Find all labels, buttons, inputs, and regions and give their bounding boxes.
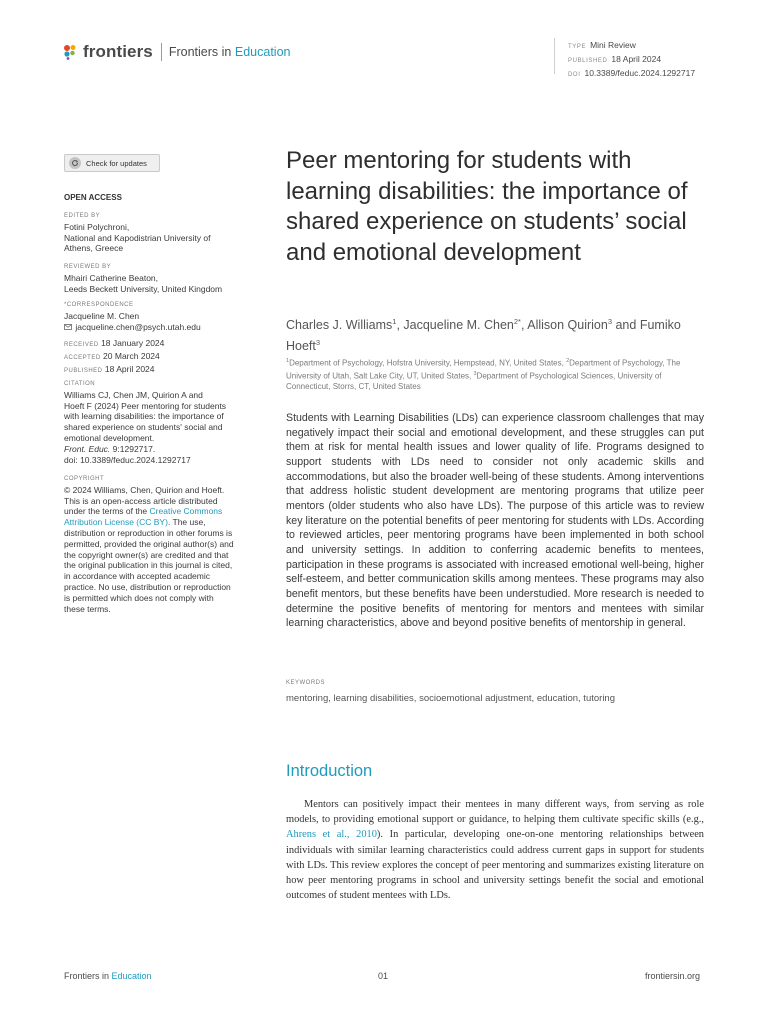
- author-name: Jacqueline M. Chen: [403, 318, 514, 333]
- citation-link[interactable]: Ahrens et al., 2010: [286, 829, 377, 841]
- author-name: Allison Quirion: [527, 318, 608, 333]
- keywords: mentoring, learning disabilities, socioemotional adjustment, education, tutoring: [286, 693, 615, 704]
- copyright-line: © 2024 Williams, Chen, Quirion and Hoeft.: [64, 484, 225, 495]
- copyright-line: This is an open-access article distributed: [64, 495, 218, 506]
- meta-type: TYPE Mini Review: [568, 40, 636, 50]
- article-meta: [568, 39, 695, 81]
- reviewer-line: Mhairi Catherine Beaton,: [64, 272, 159, 283]
- edited-by-block: [64, 211, 264, 254]
- citation-line: shared experience on students' social and: [64, 422, 223, 433]
- journal-logo[interactable]: [63, 42, 290, 62]
- affiliation: Department of Psychological Sciences, University of Connecticut, Storrs, CT, United States: [286, 371, 662, 392]
- affiliation: Department of Psychology, Hofstra University, Hempstead, NY, United States,: [289, 358, 567, 368]
- citation-doi: doi: 10.3389/feduc.2024.1292717: [64, 454, 191, 465]
- author-list: Charles J. Williams$^1$, Jacqueline M. Chen$^{2*}$, Allison Quirion$^3$ and Fumiko Hoeft$^3$: [286, 317, 681, 354]
- copyright-line: these terms.: [64, 603, 111, 614]
- cc-license-link[interactable]: Attribution License (CC BY): [64, 517, 168, 528]
- correspondence-email-row: [64, 322, 264, 333]
- logo-word: frontiers: [83, 42, 153, 61]
- copyright-line: is permitted which does not comply with: [64, 592, 214, 603]
- dates-block: [64, 338, 264, 376]
- reviewed-by-block: [64, 262, 264, 294]
- reviewed-by-label: REVIEWED BY: [64, 264, 112, 270]
- editor-line: Athens, Greece: [64, 243, 124, 254]
- affiliations: $^1$Department of Psychology, Hofstra University, Hempstead, NY, United States, $^2$Department of Psychology, The University of Utah, Salt Lake City, UT, United States, $^3$Department of Psychological Sciences, University of Connecticut, Storrs, CT, United States: [286, 358, 681, 392]
- citation-line: with learning disabilities: the importance of: [64, 411, 224, 422]
- check-for-updates-button[interactable]: [64, 154, 160, 172]
- open-access-label: OPEN ACCESS: [64, 193, 122, 202]
- author-name: Fumiko Hoeft: [286, 318, 681, 354]
- footer-journal: Frontiers in Education: [64, 971, 152, 981]
- refresh-icon: [69, 157, 81, 169]
- affiliation: Department of Psychology, The University of Utah, Salt Lake City, UT, United States,: [286, 358, 681, 381]
- check-for-updates-label: Check for updates: [86, 158, 147, 168]
- published-row: PUBLISHED 18 April 2024: [64, 363, 155, 374]
- introduction-heading: Introduction: [286, 762, 373, 780]
- citation-journal-line: Front. Educ. 9:1292717.: [64, 443, 156, 454]
- editor-line: National and Kapodistrian University of: [64, 232, 211, 243]
- correspondence-label: *CORRESPONDENCE: [64, 302, 134, 308]
- copyright-line: in accordance with accepted academic: [64, 571, 210, 582]
- correspondence-block: [64, 300, 264, 332]
- citation-block: [64, 379, 264, 465]
- copyright-line: practice. No use, distribution or reproduction: [64, 581, 231, 592]
- accepted-row: ACCEPTED 20 March 2024: [64, 350, 160, 361]
- copyright-line: the original publication in this journal is cited,: [64, 560, 233, 571]
- received-row: RECEIVED 18 January 2024: [64, 338, 165, 348]
- copyright-block: [64, 474, 264, 614]
- cc-license-link[interactable]: Creative Commons: [149, 506, 223, 517]
- copyright-line: the copyright owner(s) are credited and that: [64, 549, 229, 560]
- correspondence-name: Jacqueline M. Chen: [64, 310, 140, 321]
- copyright-line: permitted, provided the original author(s) and: [64, 538, 234, 549]
- copyright-line: distribution or reproduction in other forums is: [64, 527, 233, 538]
- page-number: 01: [378, 971, 389, 981]
- introduction-paragraph: Mentors can positively impact their mentees in many different ways, from serving as role models, to providing emotional support or guidance, to helping them cultivate specific skills (e.g., Ahrens et al., 2010). In particular, developing one-on-one mentoring relationships between individuals with similar learning characteristics could address current gaps in support for students with LDs. This review explores the concept of peer mentoring and summarizes existing literature on how peer mentoring programs in school and university settings benefit the social and emotional outcomes of student mentees with LDs.: [286, 799, 704, 902]
- footer-site-link[interactable]: frontiersin.org: [645, 971, 701, 981]
- edited-by-label: EDITED BY: [64, 213, 101, 219]
- envelope-icon: [64, 324, 72, 330]
- citation-line: Hoeft F (2024) Peer mentoring for students: [64, 400, 227, 411]
- citation-label: CITATION: [64, 381, 96, 387]
- meta-published: PUBLISHED 18 April 2024: [568, 54, 662, 64]
- copyright-line: under the terms of the Creative Commons: [64, 506, 223, 517]
- copyright-line: Attribution License (CC BY). The use,: [64, 517, 206, 528]
- citation-line: Williams CJ, Chen JM, Quirion A and: [64, 389, 203, 400]
- logo-divider: [161, 43, 162, 61]
- meta-doi: DOI 10.3389/feduc.2024.1292717: [568, 68, 696, 78]
- journal-name: Frontiers in Education: [168, 45, 291, 59]
- editor-line: Fotini Polychroni,: [64, 221, 130, 232]
- correspondence-email-link[interactable]: jacqueline.chen@psych.utah.edu: [75, 321, 201, 332]
- keywords-label: KEYWORDS: [286, 680, 326, 686]
- abstract: Students with Learning Disabilities (LDs) can experience classroom challenges that may negatively impact their social and emotional development, and these struggles can put them at risk for mental health issues and lower quality of life. Programs designed to support students with LDs need to consider not only academic skills and accommodations, but also the broader well-being of these students. Among interventions that address holistic student development are mentoring programs that utilize peer mentors (older students who also have LDs). The purpose of this article was to review key literature on the potential benefits of peer mentoring for students with LDs. According to reviewed articles, peer mentoring programs have been implemented in both school and university settings. In addition to conferring academic benefits to mentees, participation in these programs is associated with increased emotional well-being, higher self-esteem, and better communication skills among mentees. These programs may also benefit mentors, but these benefits have been understudied. More research is needed to determine the positive benefits of mentoring for mentors and mentees with similar learning characteristics, above and beyond positive benefits of mentorship in general.: [286, 412, 704, 630]
- citation-line: emotional development.: [64, 432, 155, 443]
- frontiers-logo-icon: [63, 44, 79, 60]
- copyright-label: COPYRIGHT: [64, 476, 105, 482]
- reviewer-line: Leeds Beckett University, United Kingdom: [64, 283, 223, 294]
- meta-divider: [554, 38, 555, 74]
- author-name: Charles J. Williams: [286, 318, 393, 333]
- article-title: Peer mentoring for students with learning disabilities: the importance of shared experience on students’ social and emotional development: [286, 147, 688, 266]
